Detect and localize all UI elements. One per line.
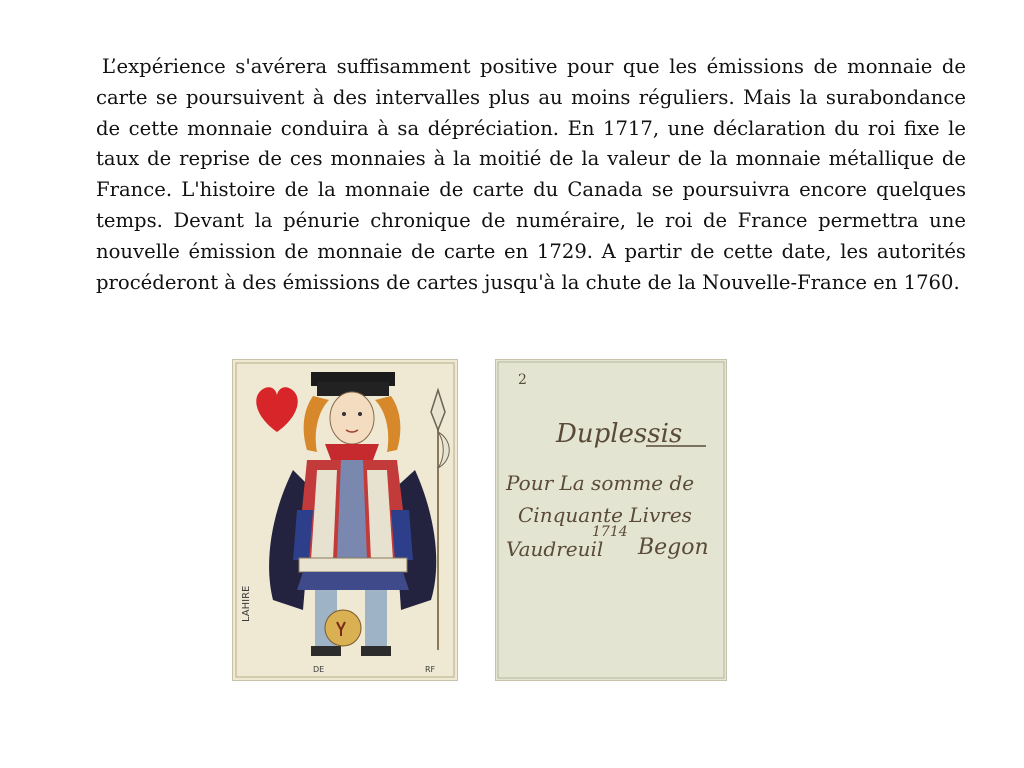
card-number: 2 bbox=[518, 372, 527, 388]
signature-vaudreuil: Vaudreuil bbox=[506, 537, 604, 561]
card-bottom-right: RF bbox=[425, 665, 436, 674]
card-money-back-image bbox=[496, 360, 726, 680]
jack-of-hearts-illustration bbox=[233, 360, 457, 680]
card-side-label: LAHIRE bbox=[241, 585, 252, 622]
handwritten-year: 1714 bbox=[592, 524, 628, 540]
signature-duplessis: Duplessis bbox=[556, 419, 683, 449]
handwritten-card-back bbox=[496, 360, 726, 680]
handwritten-line-1: Pour La somme de bbox=[506, 471, 695, 495]
body-paragraph: L’expérience s'avérera suffisamment positive pour que les émissions de monnaie de carte se poursuivent à des intervalles plus au moins réguliers. Mais la surabondance de cette monnaie conduira à sa dépréciation. En 1717, une déclaration du roi fixe le taux de reprise de ces monnaies à la moitié de la valeur de la monnaie métallique de France. L'histoire de la monnaie de carte du Canada se poursuivra encore quelques temps. Devant la pénurie chronique de numéraire, le roi de France permettra une nouvelle émission de monnaie de carte en 1729. A partir de cette date, les autorités procéderont à des émissions de cartes jusqu'à la chute de la Nouvelle-France en 1760. bbox=[96, 55, 966, 294]
playing-card-image bbox=[233, 360, 457, 680]
signature-begon: Begon bbox=[638, 535, 709, 560]
handwritten-line-2: Cinquante Livres bbox=[518, 503, 692, 527]
card-bottom-left: DE bbox=[313, 665, 325, 674]
